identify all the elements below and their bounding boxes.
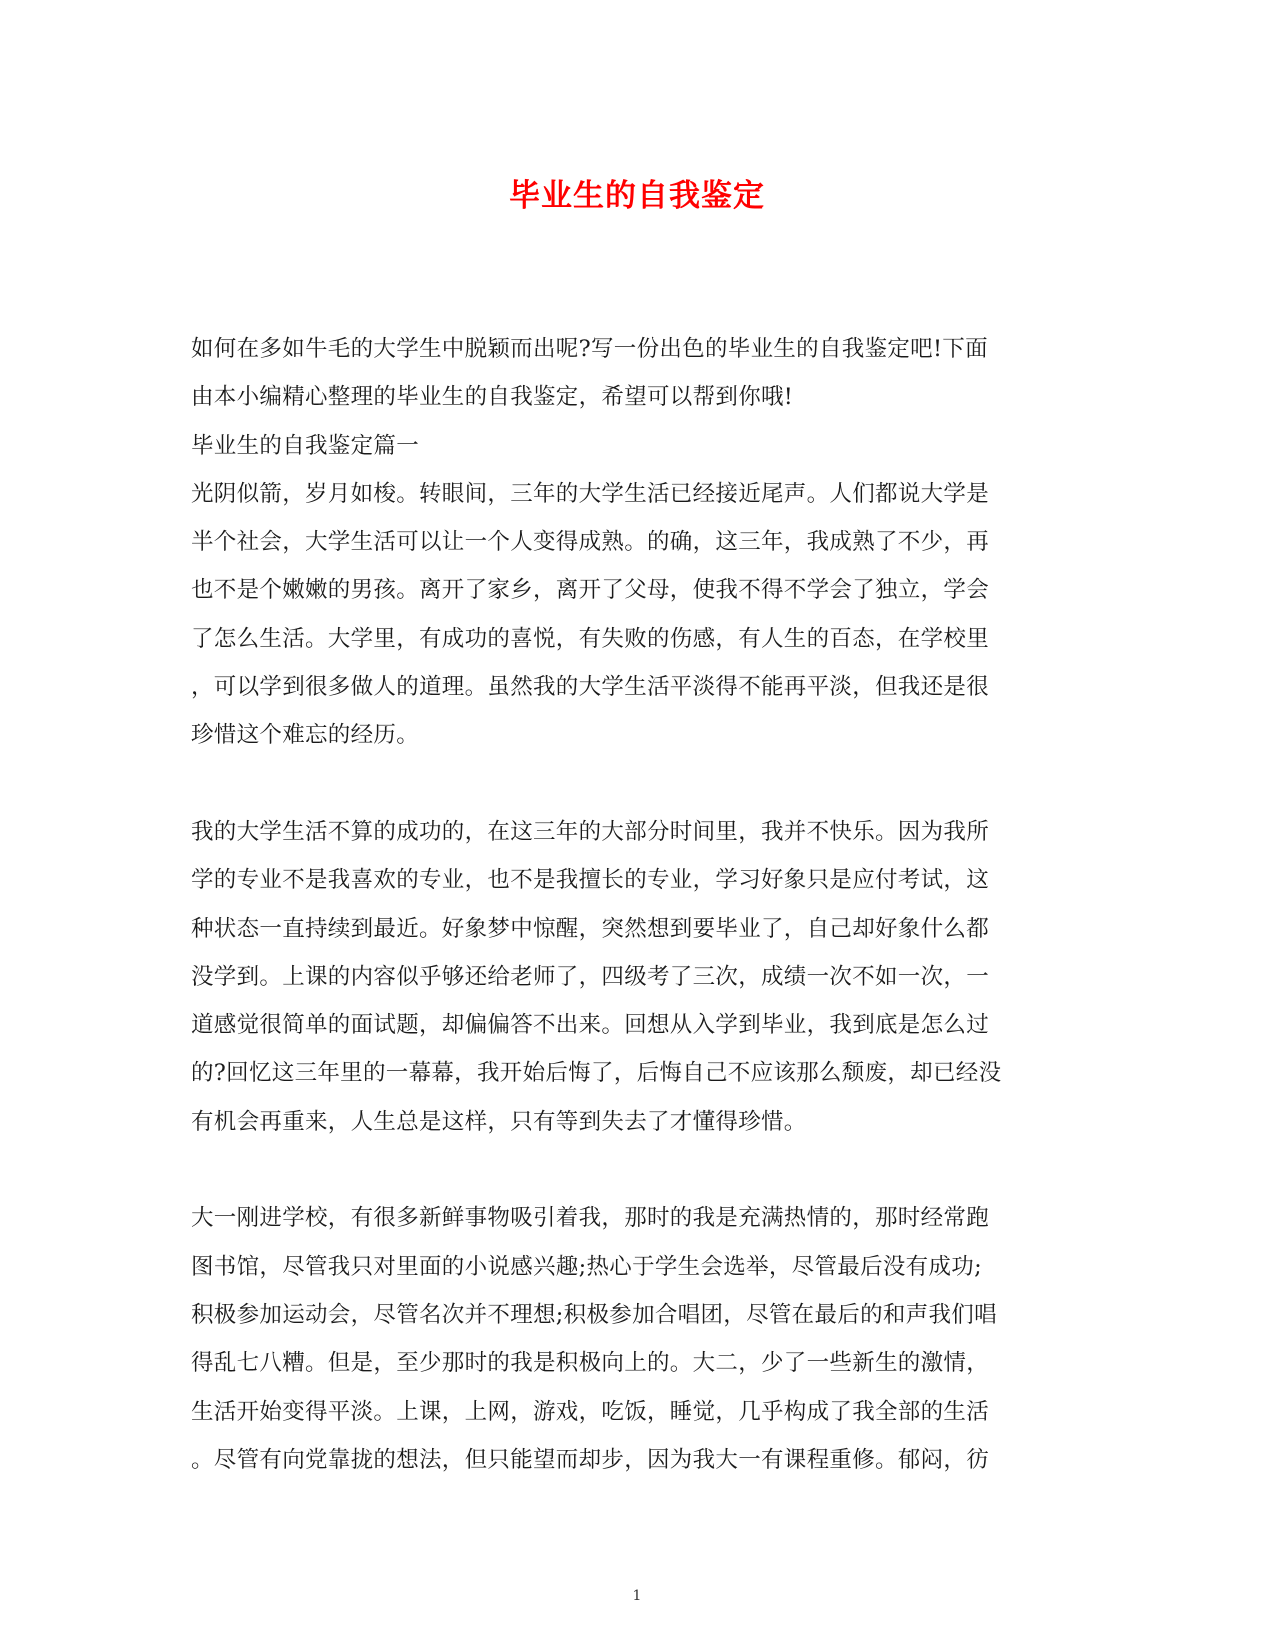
text-line: 由本小编精心整理的毕业生的自我鉴定，希望可以帮到你哦! — [191, 384, 794, 411]
text-line: 如何在多如牛毛的大学生中脱颖而出呢?写一份出色的毕业生的自我鉴定吧!下面 — [191, 336, 988, 362]
document-title: 毕业生的自我鉴定 — [509, 178, 765, 214]
text-line: 种状态一直持续到最近。好象梦中惊醒，突然想到要毕业了，自己却好象什么都 — [191, 915, 990, 942]
text-line: 没学到。上课的内容似乎够还给老师了，四级考了三次，成绩一次不如一次，一 — [191, 963, 990, 990]
text-line: 学的专业不是我喜欢的专业，也不是我擅长的专业，学习好象只是应付考试，这 — [191, 867, 990, 894]
text-line: 珍惜这个难忘的经历。 — [191, 722, 420, 749]
document-body — [191, 325, 1084, 1484]
text-line: 积极参加运动会，尽管名次并不理想;积极参加合唱团，尽管在最后的和声我们唱 — [191, 1301, 997, 1328]
page-number: 1 — [632, 1588, 642, 1604]
text-line: ，可以学到很多做人的道理。虽然我的大学生活平淡得不能再平淡，但我还是很 — [191, 674, 990, 701]
paragraph-gap — [191, 1146, 1084, 1194]
text-line: 光阴似箭，岁月如梭。转眼间，三年的大学生活已经接近尾声。人们都说大学是 — [191, 480, 990, 507]
text-line: 道感觉很简单的面试题，却偏偏答不出来。回想从入学到毕业，我到底是怎么过 — [191, 1012, 990, 1039]
text-line: 得乱七八糟。但是，至少那时的我是积极向上的。大二，少了一些新生的激情， — [191, 1350, 990, 1377]
text-line: 大一刚进学校，有很多新鲜事物吸引着我，那时的我是充满热情的，那时经常跑 — [191, 1205, 990, 1232]
text-line: 生活开始变得平淡。上课，上网，游戏，吃饭，睡觉，几乎构成了我全部的生活 — [191, 1398, 990, 1425]
text-line: 图书馆，尽管我只对里面的小说感兴趣;热心于学生会选举，尽管最后没有成功; — [191, 1253, 982, 1280]
text-line: 。尽管有向党靠拢的想法，但只能望而却步，因为我大一有课程重修。郁闷，彷 — [191, 1446, 990, 1473]
section-heading: 毕业生的自我鉴定篇一 — [191, 432, 420, 459]
text-line: 的?回忆这三年里的一幕幕，我开始后悔了，后悔自己不应该那么颓废，却已经没 — [191, 1060, 1002, 1087]
paragraph-gap — [191, 760, 1084, 808]
text-line: 半个社会，大学生活可以让一个人变得成熟。的确，这三年，我成熟了不少，再 — [191, 529, 990, 556]
text-line: 也不是个嫩嫩的男孩。离开了家乡，离开了父母，使我不得不学会了独立，学会 — [191, 577, 990, 604]
text-line: 我的大学生活不算的成功的，在这三年的大部分时间里，我并不快乐。因为我所 — [191, 818, 990, 845]
text-line: 有机会再重来，人生总是这样，只有等到失去了才懂得珍惜。 — [191, 1108, 807, 1135]
text-line: 了怎么生活。大学里，有成功的喜悦，有失败的伤感，有人生的百态，在学校里 — [191, 625, 990, 652]
